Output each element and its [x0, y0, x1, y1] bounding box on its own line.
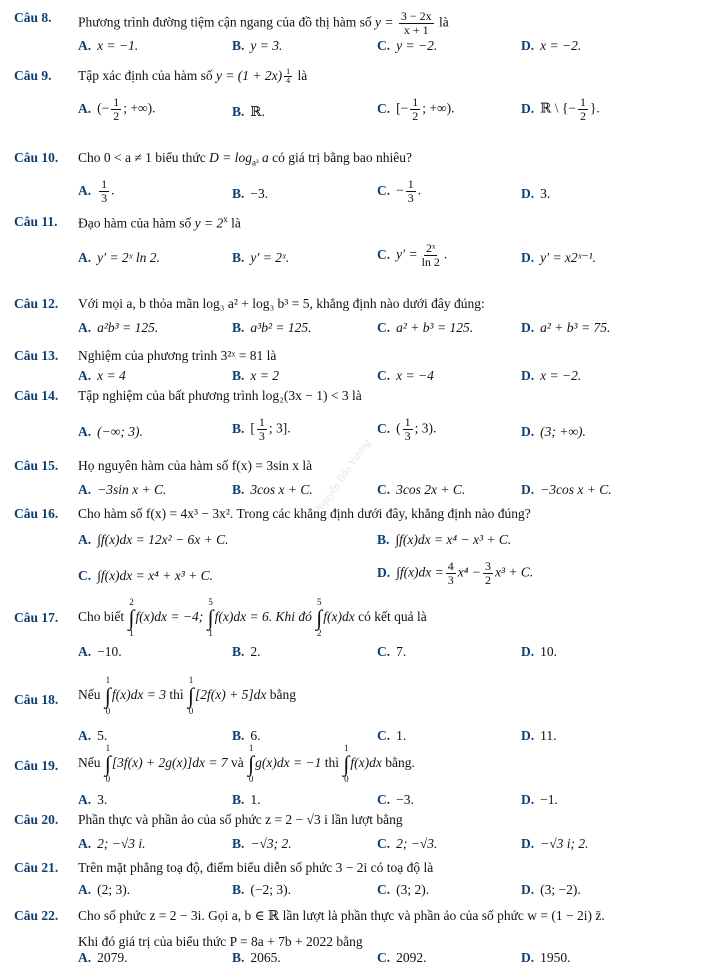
- option-d[interactable]: D. 10.: [521, 644, 557, 659]
- option-d[interactable]: D. a² + b³ = 75.: [521, 320, 611, 335]
- option-c[interactable]: C. y′ = $\frac{\text{2ˣ}}{\ln 2}$ .: [377, 241, 448, 269]
- option-a[interactable]: A. a²b³ = 125.: [78, 320, 159, 335]
- option-c[interactable]: C. a² + b³ = 125.: [377, 320, 474, 335]
- option-b[interactable]: B. ℝ.: [232, 104, 265, 119]
- option-c[interactable]: C. 2; −√3.: [377, 836, 438, 851]
- option-a[interactable]: A. y′ = 2ˣ ln 2.: [78, 250, 160, 265]
- option-a[interactable]: A. 2; −√3 i.: [78, 836, 146, 851]
- option-c[interactable]: C. y = −2.: [377, 38, 438, 53]
- option-c[interactable]: C. x = −4: [377, 368, 434, 383]
- option-d[interactable]: D. x = −2.: [521, 368, 582, 383]
- option-a[interactable]: A. x = −1.: [78, 38, 139, 53]
- option-a[interactable]: A. (−∞; 3).: [78, 424, 143, 439]
- option-d[interactable]: D. 11.: [521, 728, 557, 743]
- option-b[interactable]: B. 3cos x + C.: [232, 482, 313, 497]
- option-b[interactable]: B. 6.: [232, 728, 261, 743]
- option-b[interactable]: B. −√3; 2.: [232, 836, 292, 851]
- question-text: Cho hàm số f(x) = 4x³ − 3x². Trong các khẳng định dưới đây, khẳng định nào đúng?: [78, 506, 531, 521]
- function-lhs: y =: [375, 14, 394, 30]
- question-number: Câu 10.: [14, 150, 59, 165]
- option-d[interactable]: D. (3; −2).: [521, 882, 581, 897]
- option-d[interactable]: D. ∫f(x)dx = $\frac{4}{3}$ x⁴ − $\frac{3}{2}$ x³ + C.: [377, 559, 534, 587]
- question-number: Câu 11.: [14, 214, 58, 229]
- option-b[interactable]: B. 1.: [232, 792, 261, 807]
- option-d[interactable]: D. y′ = x2ˣ⁻¹.: [521, 250, 597, 265]
- option-c[interactable]: C. 3cos 2x + C.: [377, 482, 466, 497]
- question-text: Với mọi a, b thỏa mãn log₃ a² + log₃ b³ = 5, khẳng định nào dưới đây đúng:: [78, 296, 485, 311]
- option-d[interactable]: D. −√3 i; 2.: [521, 836, 589, 851]
- question-number: Câu 9.: [14, 68, 52, 83]
- option-c[interactable]: C. − $\frac{1}{3}$ .: [377, 177, 422, 205]
- option-b[interactable]: B. [ $\frac{1}{3}$ ; 3].: [232, 415, 291, 443]
- question-number: Câu 15.: [14, 458, 59, 473]
- question-number: Câu 22.: [14, 908, 59, 923]
- question-text: Nghiệm của phương trình 3²ˣ = 81 là: [78, 348, 277, 363]
- option-a[interactable]: A. −3sin x + C.: [78, 482, 167, 497]
- question-text: Trên mặt phẳng toạ độ, điểm biểu diễn số phức 3 − 2i có toạ độ là: [78, 860, 434, 875]
- option-b[interactable]: B. −3.: [232, 186, 269, 201]
- question-text: Phương trình đường tiệm cận ngang của đồ thị hàm số: [78, 14, 372, 30]
- question-number: Câu 18.: [14, 692, 59, 707]
- option-a[interactable]: A. 2079.: [78, 950, 128, 965]
- question-number: Câu 17.: [14, 610, 59, 625]
- question-number: Câu 21.: [14, 860, 59, 875]
- option-c[interactable]: C. 7.: [377, 644, 407, 659]
- question-text: Tập nghiệm của bất phương trình log₂(3x − 1) < 3 là: [78, 388, 362, 403]
- option-a[interactable]: A. 5.: [78, 728, 108, 743]
- option-d[interactable]: D. ℝ \ {− $\frac{1}{2}$ }.: [521, 95, 600, 123]
- option-d[interactable]: D. 1950.: [521, 950, 571, 965]
- option-b[interactable]: B. 2.: [232, 644, 261, 659]
- option-c[interactable]: C. [− $\frac{1}{2}$ ; +∞).: [377, 95, 455, 123]
- option-a[interactable]: A. $\frac{1}{3}$ .: [78, 177, 115, 205]
- question-number: Câu 8.: [14, 10, 52, 25]
- option-a[interactable]: A. 3.: [78, 792, 108, 807]
- option-d[interactable]: D. (3; +∞).: [521, 424, 586, 439]
- option-b[interactable]: B. (−2; 3).: [232, 882, 291, 897]
- option-b[interactable]: B. x = 2: [232, 368, 279, 383]
- option-c[interactable]: C. ∫f(x)dx = x⁴ + x³ + C.: [78, 568, 213, 583]
- option-d[interactable]: D. −1.: [521, 792, 558, 807]
- option-c[interactable]: C. ( $\frac{1}{3}$ ; 3).: [377, 415, 437, 443]
- question-text: Họ nguyên hàm của hàm số f(x) = 3sin x là: [78, 458, 313, 473]
- option-a[interactable]: A. x = 4: [78, 368, 126, 383]
- option-c[interactable]: C. (3; 2).: [377, 882, 430, 897]
- option-b[interactable]: B. 2065.: [232, 950, 281, 965]
- option-d[interactable]: D. x = −2.: [521, 38, 582, 53]
- question-number: Câu 13.: [14, 348, 59, 363]
- option-b[interactable]: B. ∫f(x)dx = x⁴ − x³ + C.: [377, 532, 512, 547]
- option-d[interactable]: D. −3cos x + C.: [521, 482, 612, 497]
- question-number: Câu 19.: [14, 758, 59, 773]
- option-c[interactable]: C. 1.: [377, 728, 407, 743]
- option-a[interactable]: A. ∫f(x)dx = 12x² − 6x + C.: [78, 532, 229, 547]
- question-number: Câu 20.: [14, 812, 59, 827]
- option-b[interactable]: B. y′ = 2ˣ.: [232, 250, 290, 265]
- option-c[interactable]: C. −3.: [377, 792, 414, 807]
- option-b[interactable]: B. y = 3.: [232, 38, 283, 53]
- function-fraction: $\frac{3 - 2x}{x + 1}$: [400, 9, 432, 37]
- option-a[interactable]: A. −10.: [78, 644, 122, 659]
- question-number: Câu 12.: [14, 296, 59, 311]
- option-a[interactable]: A. (− $\frac{1}{2}$ ; +∞).: [78, 95, 156, 123]
- question-text: Cho số phức z = 2 − 3i. Gọi a, b ∈ ℝ lần lượt là phần thực và phần ảo của số phức w = (1 − 2i) z̄.: [78, 908, 605, 923]
- question-text: Phần thực và phần ảo của số phức z = 2 − √3 i lần lượt bằng: [78, 812, 403, 827]
- option-c[interactable]: C. 2092.: [377, 950, 427, 965]
- option-b[interactable]: B. a³b² = 125.: [232, 320, 312, 335]
- option-a[interactable]: A. (2; 3).: [78, 882, 131, 897]
- option-d[interactable]: D. 3.: [521, 186, 551, 201]
- question-number: Câu 16.: [14, 506, 59, 521]
- question-number: Câu 14.: [14, 388, 59, 403]
- watermark: Nguyễn Bảo Vương: [313, 437, 373, 515]
- question-text-continued: Khi đó giá trị của biểu thức P = 8a + 7b + 2022 bằng: [78, 934, 363, 949]
